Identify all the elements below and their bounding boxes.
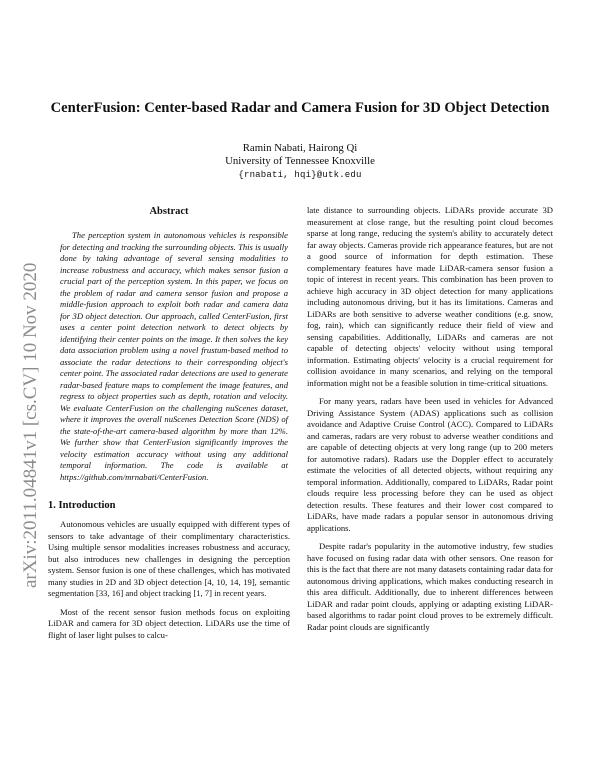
author-email: {rnabati, hqi}@utk.edu [238, 170, 362, 180]
right-column [307, 205, 553, 633]
intro-paragraph-3: late distance to surrounding objects. LiDARs provide accurate 3D measurement at close range, but the resulting point cloud becomes sparse at long range, reducing the system's ability to accurately detect far away objects. Cameras provide rich appearance features, but are not a good source of information for depth estimation. These complementary features have made LiDAR-camera sensor fusion a topic of interest in recent years. This combination has been proven to achieve high accuracy in 3D object detection for many applications including autonomous driving, but it has its limitations. Cameras and LiDARs are both sensitive to adverse weather conditions (e.g. snow, fog, rain), which can significantly reduce their field of view and sensing capabilities. Additionally, LiDARs and cameras are not capable of detecting objects' velocity without using temporal information. Estimating objects' velocity is a crucial requirement for collision avoidance in many scenarios, and relying on the temporal information might not be a feasible solution in time-critical situations. [307, 205, 553, 388]
intro-paragraph-2: Most of the recent sensor fusion methods focus on exploiting LiDAR and camera for 3D object detection. LiDARs use the time of flight of laser light pulses to calcu- [48, 606, 290, 640]
intro-paragraph-5: Despite radar's popularity in the automotive industry, few studies have focused on fusing radar data with other sensors. One reason for this is the fact that there are not many datasets containing radar data for autonomous driving applications, which makes conducting research in this area difficult. Additionally, due to inherent differences between LiDAR and radar point clouds, applying or adapting existing LiDAR-based algorithms to radar point cloud proves to be extremely difficult. Radar point clouds are significantly [307, 541, 553, 632]
abstract-text: The perception system in autonomous vehicles is responsible for detecting and tracking the surrounding objects. This is usually done by taking advantage of several sensing modalities to increase robustness and accuracy, which makes sensor fusion a crucial part of the perception system. In this paper, we focus on the problem of radar and camera sensor fusion and propose a middle-fusion approach to exploit both radar and camera data for 3D object detection. Our approach, called CenterFusion, first uses a center point detection network to detect objects by identifying their center points on the image. It then solves the key data association problem using a novel frustum-based method to associate the radar detections to their corresponding object's center point. The associated radar detections are used to generate radar-based feature maps to complement the image features, and regress to object properties such as depth, rotation and velocity. We evaluate CenterFusion on the challenging nuScenes dataset, where it improves the overall nuScenes Detection Score (NDS) of the state-of-the-art camera-based algorithm by more than 12%. We further show that CenterFusion significantly improves the velocity estimation accuracy without using any additional temporal information. The code is available at https://github.com/mrnabati/CenterFusion. [60, 230, 288, 482]
introduction-heading: 1. Introduction [48, 500, 116, 511]
author-affiliation: University of Tennessee Knoxville [225, 155, 375, 167]
abstract-heading: Abstract [149, 206, 189, 217]
intro-paragraph-4: For many years, radars have been used in vehicles for Advanced Driving Assistance System (ADAS) applications such as collision avoidance and Adaptive Cruise Control (ACC). Compared to LiDARs and cameras, radars are very robust to adverse weather conditions and are capable of detecting objects at very long range (up to 200 meters for automotive radars). Radars use the Doppler effect to accurately estimate the velocities of all detected objects, without requiring any temporal information. Additionally, compared to LiDARs, Radar point clouds require less processing before they can be used as object detection results. These features and their lower cost compared to LiDARs, have made radars a popular sensor in autonomous driving applications. [307, 396, 553, 533]
arxiv-stamp: arXiv:2011.04841v1 [cs.CV] 10 Nov 2020 [20, 262, 41, 588]
paper-title: CenterFusion: Center-based Radar and Camera Fusion for 3D Object Detection [50, 100, 550, 116]
left-column [48, 205, 290, 641]
author-names: Ramin Nabati, Hairong Qi [242, 142, 358, 154]
intro-paragraph-1: Autonomous vehicles are usually equipped with different types of sensors to take advantage of their complimentary characteristics. Using multiple sensor modalities increases robustness and accuracy, but also introduces new challenges in designing the perception system. Sensor fusion is one of these challenges, which has motivated many studies in 2D and 3D object detection [4, 10, 14, 19], semantic segmentation [33, 16] and object tracking [1, 7] in recent years. [48, 519, 290, 598]
